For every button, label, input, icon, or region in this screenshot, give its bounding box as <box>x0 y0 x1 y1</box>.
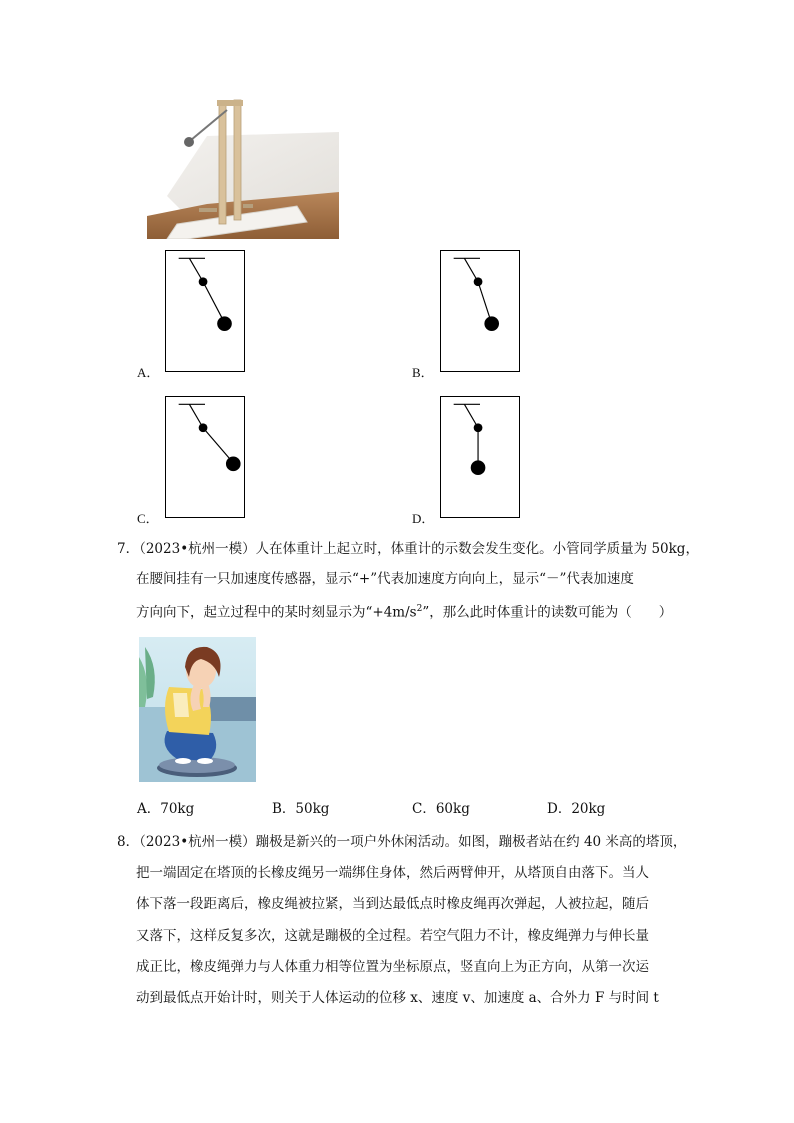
pendulum-apparatus-photo <box>147 96 339 239</box>
question-8-line-3: 体下落一段距离后，橡皮绳被拉紧，当到达最低点时橡皮绳再次弹起，人被拉起，随后 <box>136 896 649 912</box>
person-on-scale-illustration <box>139 637 256 782</box>
option-a-diagram <box>165 250 245 372</box>
question-7-line-2: 在腰间挂有一只加速度传感器，显示“+”代表加速度方向向上，显示“－”代表加速度 <box>136 571 634 587</box>
option-a-label[interactable]: A． <box>137 365 160 380</box>
question-8-line-4: 又落下，这样反复多次，这就是蹦极的全过程。若空气阻力不计，橡皮绳弹力与伸长量 <box>136 928 649 944</box>
option-d-diagram <box>440 396 520 518</box>
option-b-diagram <box>440 250 520 372</box>
question-7-line-3: 方向向下，起立过程中的某时刻显示为“$+4m/s^2$”，那么此时体重计的读数可能为（ ） <box>136 604 673 621</box>
q7-option-a[interactable]: A．70kg <box>137 801 195 817</box>
option-c-label[interactable]: C． <box>137 511 159 526</box>
question-8-line-5: 成正比，橡皮绳弹力与人体重力相等位置为坐标原点，竖直向上为正方向，从第一次运 <box>136 959 649 975</box>
question-8-line-2: 把一端固定在塔顶的长橡皮绳另一端绑住身体，然后两臂伸开，从塔顶自由落下。当人 <box>136 865 649 881</box>
q7-option-b[interactable]: B．50kg <box>272 801 330 817</box>
question-7-line-1: 7．（2023•杭州一模）人在体重计上起立时，体重计的示数会发生变化。小管同学质量为 50kg， <box>117 541 699 557</box>
question-8-line-6: 动到最低点开始计时，则关于人体运动的位移 x、速度 v、加速度 a、合外力 F 与时间 t <box>136 990 659 1006</box>
q7-option-c[interactable]: C．60kg <box>412 801 470 817</box>
option-b-label[interactable]: B． <box>412 365 434 380</box>
q7-option-d[interactable]: D．20kg <box>547 801 606 817</box>
option-c-diagram <box>165 396 245 518</box>
option-d-label[interactable]: D． <box>412 511 435 526</box>
question-8-line-1: 8．（2023•杭州一模）蹦极是新兴的一项户外休闲活动。如图，蹦极者站在约 40 米高的塔顶， <box>117 834 687 850</box>
